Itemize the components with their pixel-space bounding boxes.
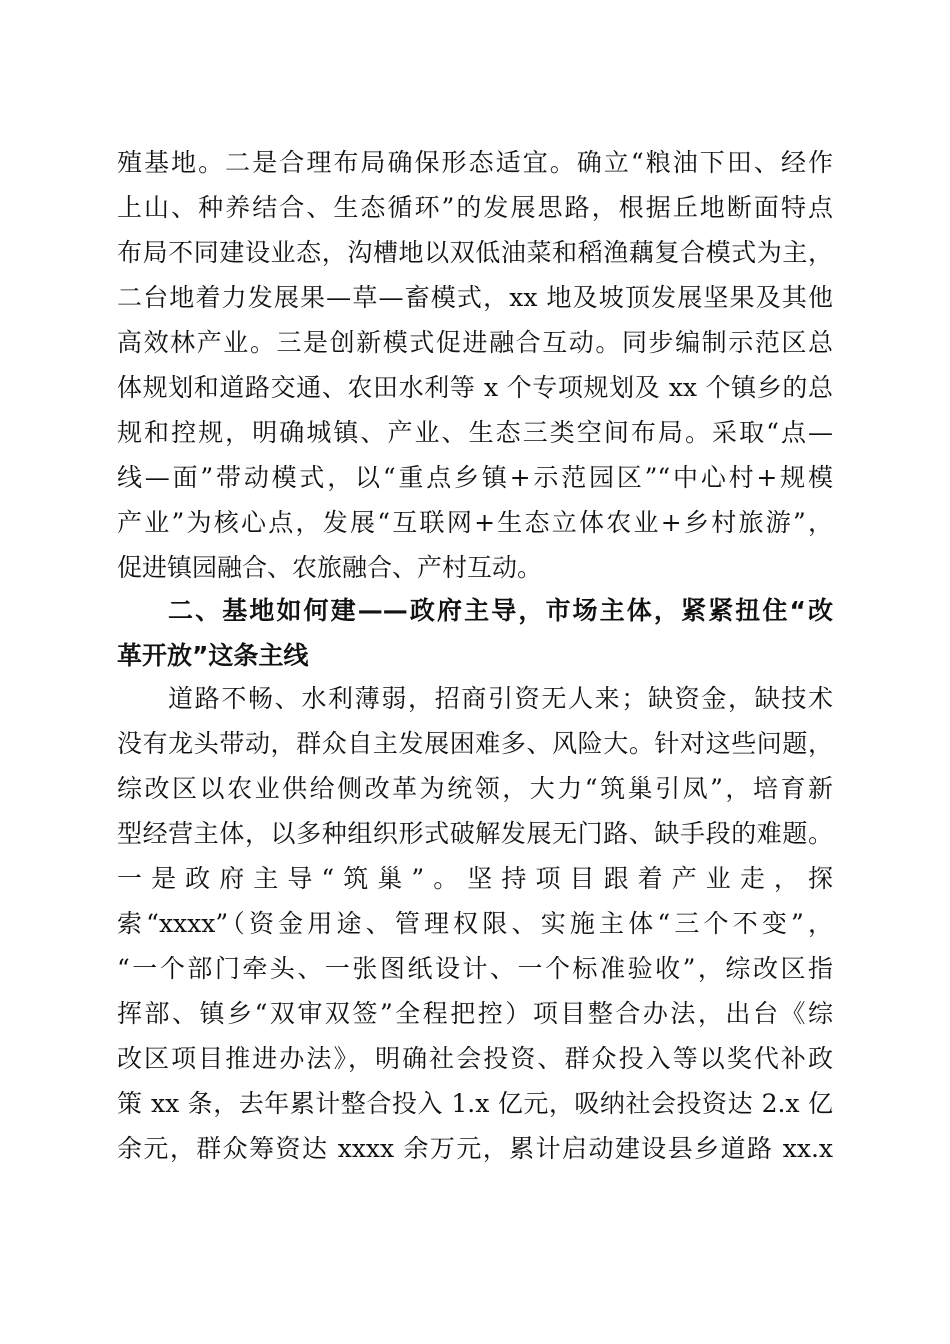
section-heading-line: 二、基地如何建——政府主导，市场主体，紧紧扭住“改 (168, 596, 833, 625)
body-line: 综改区以农业供给侧改革为统领，大力“筑巢引凤”，培育新 (117, 774, 833, 803)
body-line: 余元，群众筹资达 xxxx 余万元，累计启动建设县乡道路 xx.x (117, 1134, 833, 1163)
body-line: 规和控规，明确城镇、产业、生态三类空间布局。采取“点— (117, 418, 833, 447)
body-line: 一是政府主导“筑巢”。坚持项目跟着产业走，探 (117, 864, 833, 893)
body-line: 二台地着力发展果—草—畜模式，xx 地及坡顶发展坚果及其他 (117, 283, 833, 312)
body-line: 促进镇园融合、农旅融合、产村互动。 (117, 553, 543, 582)
section-heading-line: 革开放”这条主线 (117, 641, 309, 670)
body-line: 型经营主体，以多种组织形式破解发展无门路、缺手段的难题。 (117, 819, 833, 848)
body-line: 索“xxxx”（资金用途、管理权限、实施主体“三个不变”， (117, 909, 833, 938)
body-line: 道路不畅、水利薄弱，招商引资无人来；缺资金，缺技术 (168, 684, 833, 713)
body-line: 线—面”带动模式，以“重点乡镇+示范园区”“中心村+规模 (117, 463, 833, 492)
body-line: 上山、种养结合、生态循环”的发展思路，根据丘地断面特点 (117, 193, 833, 222)
body-line: 布局不同建设业态，沟槽地以双低油菜和稻渔藕复合模式为主， (117, 238, 833, 267)
body-line: “一个部门牵头、一张图纸设计、一个标准验收”，综改区指 (117, 954, 833, 983)
body-line: 高效林产业。三是创新模式促进融合互动。同步编制示范区总 (117, 328, 833, 357)
body-line: 没有龙头带动，群众自主发展困难多、风险大。针对这些问题， (117, 729, 833, 758)
body-line: 殖基地。二是合理布局确保形态适宜。确立“粮油下田、经作 (117, 148, 833, 177)
body-line: 体规划和道路交通、农田水利等 x 个专项规划及 xx 个镇乡的总 (117, 373, 833, 402)
body-line: 产业”为核心点，发展“互联网+生态立体农业+乡村旅游”， (117, 508, 833, 537)
body-line: 挥部、镇乡“双审双签”全程把控）项目整合办法，出台《综 (117, 999, 833, 1028)
body-line: 改区项目推进办法》，明确社会投资、群众投入等以奖代补政 (117, 1044, 833, 1073)
body-line: 策 xx 条，去年累计整合投入 1.x 亿元，吸纳社会投资达 2.x 亿 (117, 1089, 833, 1118)
